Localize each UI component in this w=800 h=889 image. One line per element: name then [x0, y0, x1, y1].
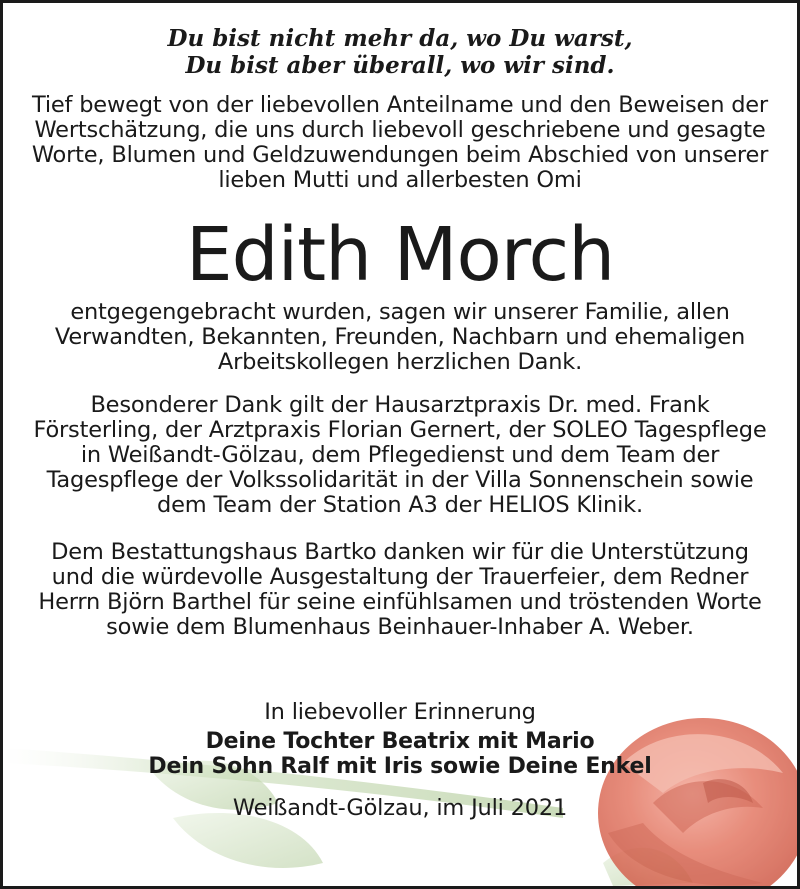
motto-line: Du bist aber überall, wo wir sind. — [185, 52, 615, 79]
text-line: lieben Mutti und allerbesten Omi — [218, 167, 582, 193]
text-line: Försterling, der Arztpraxis Florian Gernert, der SOLEO Tagespflege — [33, 417, 767, 443]
text-line: Arbeitskollegen herzlichen Dank. — [217, 349, 583, 375]
family-line: Dein Sohn Ralf mit Iris sowie Deine Enkel — [148, 754, 652, 779]
motto-line: Du bist nicht mehr da, wo Du warst, — [167, 25, 633, 52]
text-line: Tagespflege der Volkssolidarität in der Villa Sonnenschein sowie — [46, 467, 754, 493]
text-line: Worte, Blumen und Geldzuwendungen beim Abschied von unserer — [31, 142, 769, 168]
text-line: Besonderer Dank gilt der Hausarztpraxis Dr. med. Frank — [90, 392, 710, 418]
motto — [3, 25, 797, 79]
text-line: in Weißandt-Gölzau, dem Pflegedienst und dem Team der — [80, 442, 720, 468]
funeral-thanks-paragraph — [3, 540, 797, 640]
closing-line: In liebevoller Erinnerung — [264, 699, 536, 725]
text-line: und die würdevolle Ausgestaltung der Trauerfeier, dem Redner — [51, 564, 749, 590]
thanks-paragraph — [3, 300, 797, 375]
special-thanks-paragraph — [3, 393, 797, 518]
text-line: dem Team der Station A3 der HELIOS Klinik. — [157, 492, 643, 518]
text-line: Dem Bestattungshaus Bartko danken wir für die Unterstützung — [51, 539, 749, 565]
text-line: Verwandten, Bekannten, Freunden, Nachbarn und ehemaligen — [54, 324, 746, 350]
text-line: entgegengebracht wurden, sagen wir unserer Familie, allen — [70, 299, 730, 325]
text-line: sowie dem Blumenhaus Beinhauer-Inhaber A. Weber. — [106, 614, 694, 640]
family-line: Deine Tochter Beatrix mit Mario — [205, 729, 595, 754]
text-line: Tief bewegt von der liebevollen Anteilname und den Beweisen der — [32, 92, 768, 118]
deceased-name: Edith Morch — [185, 212, 615, 298]
text-line: Wertschätzung, die uns durch liebevoll geschriebene und gesagte — [34, 117, 766, 143]
place-date: Weißandt-Gölzau, im Juli 2021 — [232, 795, 568, 821]
rose-leaf — [173, 813, 323, 868]
text-line: Herrn Björn Barthel für seine einfühlsamen und tröstenden Worte — [38, 589, 762, 615]
family-signatures — [3, 729, 797, 779]
intro-paragraph — [3, 93, 797, 193]
